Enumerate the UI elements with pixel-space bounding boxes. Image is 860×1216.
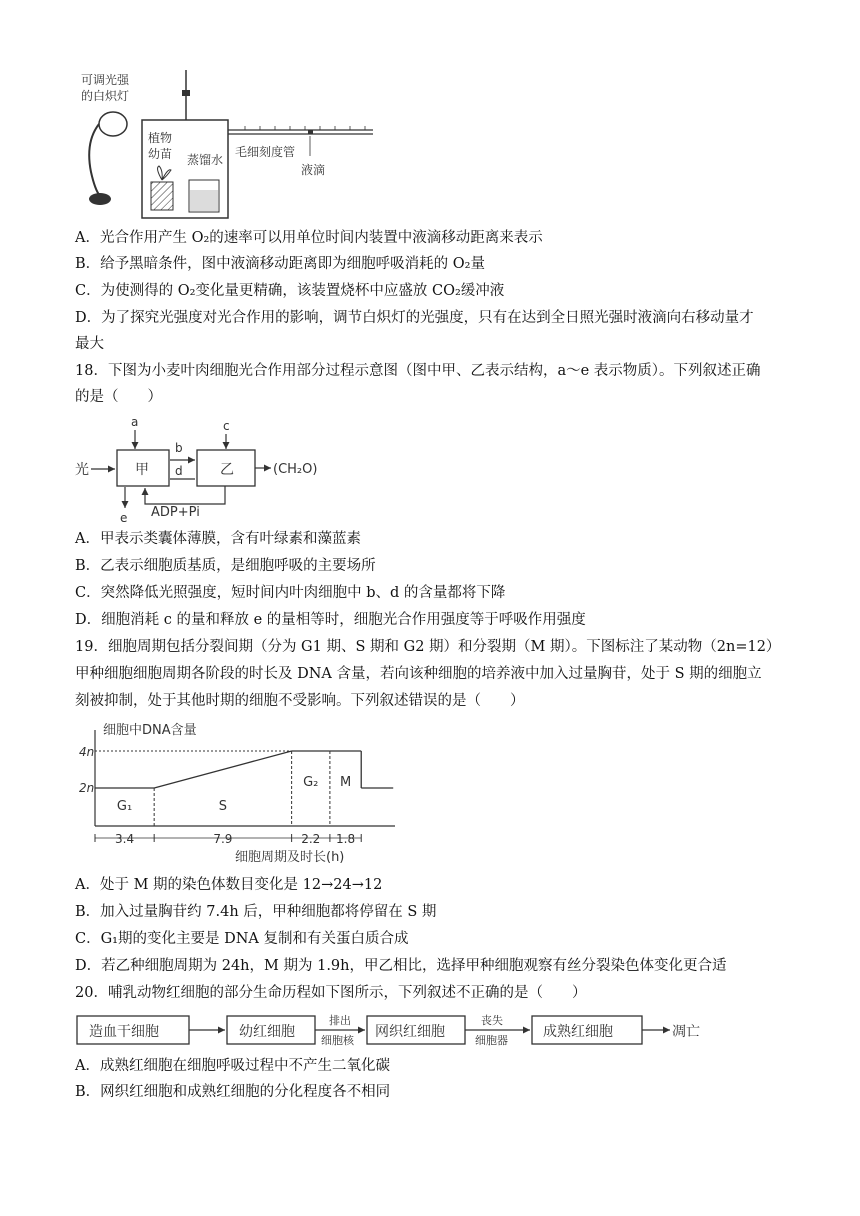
lamp-arm (89, 124, 100, 196)
adp-label: ADP+Pi (151, 505, 200, 520)
q19-stem-cont-2: 刻被抑制，处于其他时期的细胞不受影响。下列叙述错误的是（ ） (75, 693, 525, 709)
q20-option-a: A．成熟红细胞在细胞呼吸过程中不产生二氧化碳 (75, 1058, 390, 1074)
q19-option-a: A．处于 M 期的染色体数目变化是 12→24→12 (75, 877, 383, 893)
arrow3-top-label: 丧失 (481, 1014, 503, 1027)
q18-option-a: A．甲表示类囊体薄膜，含有叶绿素和藻蓝素 (75, 531, 361, 547)
apparatus-figure (75, 62, 375, 222)
q19-stem-cont-1: 甲种细胞细胞周期各阶段的时长及 DNA 含量，若向该种细胞的培养液中加入过量胸苷，处于 S 期的细胞立 (75, 666, 762, 682)
cell-cycle-svg (75, 718, 395, 868)
light-label: 光 (75, 462, 89, 478)
q18-option-d: D．细胞消耗 c 的量和释放 e 的量相等时，细胞光合作用强度等于呼吸作用强度 (75, 612, 586, 628)
duration-label: 3.4 (115, 832, 135, 846)
yi-label: 乙 (220, 462, 234, 478)
duration-label: 1.8 (336, 832, 356, 846)
y-tick-2n: 2n (79, 781, 95, 795)
q19-stem: 19．细胞周期包括分裂间期（分为 G1 期、S 期和 G2 期）和分裂期（M 期）。下图标注了某动物（2n=12） (75, 639, 781, 655)
apoptosis-label: 凋亡 (672, 1024, 700, 1040)
plant-pot (151, 182, 173, 210)
box-reticulocyte-label: 网织红细胞 (375, 1024, 445, 1040)
product-label: (CH₂O) (273, 462, 318, 477)
seedling-icon (158, 166, 171, 180)
lamp-base (89, 193, 111, 205)
q18-stem-cont: 的是（ ） (75, 389, 162, 405)
duration-label: 2.2 (301, 832, 321, 846)
box-mature-rbc-label: 成熟红细胞 (543, 1024, 613, 1040)
q17-option-c: C．为使测得的 O₂变化量更精确，该装置烧杯中应盛放 CO₂缓冲液 (75, 283, 505, 299)
plant-label-2: 幼苗 (148, 147, 173, 161)
cell-cycle-chart (75, 718, 395, 868)
rbc-flow-diagram (75, 1010, 715, 1050)
jia-label: 甲 (135, 462, 149, 478)
chart-ylabel: 细胞中DNA含量 (103, 723, 197, 738)
photosynthesis-diagram (75, 412, 355, 527)
arrow3-bottom-label: 细胞器 (475, 1034, 508, 1047)
q17-option-d: D．为了探究光强度对光合作用的影响，调节白炽灯的光强度，只有在达到全日照光强时液滴向右移动量才 (75, 310, 754, 326)
q18-stem: 18．下图为小麦叶肉细胞光合作用部分过程示意图（图中甲、乙表示结构，a～e 表示物质）。下列叙述正确 (75, 363, 761, 379)
arrow2-top-label: 排出 (329, 1014, 351, 1027)
phase-label: S (218, 799, 228, 814)
phase-label: G₂ (303, 775, 319, 790)
drop-label: 液滴 (301, 163, 326, 177)
label-d: d (175, 464, 183, 478)
label-a: a (131, 415, 139, 429)
q20-option-b: B．网织红细胞和成熟红细胞的分化程度各不相同 (75, 1084, 391, 1100)
y-tick-4n: 4n (79, 745, 95, 759)
phase-label: M (339, 775, 352, 790)
water-label: 蒸馏水 (187, 153, 224, 167)
box-erythroblast-label: 幼红细胞 (239, 1024, 295, 1040)
q17-option-d-cont: 最大 (75, 336, 104, 352)
q17-option-a: A．光合作用产生 O₂的速率可以用单位时间内装置中液滴移动距离来表示 (75, 230, 543, 246)
q19-option-b: B．加入过量胸苷约 7.4h 后，甲种细胞都将停留在 S 期 (75, 904, 437, 920)
q20-stem: 20．哺乳动物红细胞的部分生命历程如下图所示，下列叙述不正确的是（ ） (75, 985, 587, 1001)
q18-option-c: C．突然降低光照强度，短时间内叶肉细胞中 b、d 的含量都将下降 (75, 585, 506, 601)
label-c: c (223, 419, 230, 433)
chart-marks (95, 751, 395, 846)
dna-curve-segment (154, 751, 291, 788)
duration-label: 7.9 (213, 832, 233, 846)
chart-xlabel: 细胞周期及时长(h) (235, 850, 345, 865)
lamp-bulb-icon (99, 112, 127, 136)
lamp-label-2: 的白炽灯 (81, 89, 130, 103)
liquid-drop (308, 130, 313, 134)
tube-label: 毛细刻度管 (235, 145, 296, 159)
lamp-label-1: 可调光强 (81, 73, 130, 87)
q19-option-c: C．G₁期的变化主要是 DNA 复制和有关蛋白质合成 (75, 931, 409, 947)
q19-option-d: D．若乙种细胞周期为 24h，M 期为 1.9h，甲乙相比，选择甲种细胞观察有丝分裂染色体变化更合适 (75, 958, 727, 974)
plant-label-1: 植物 (148, 131, 173, 145)
apparatus-drawing (75, 62, 375, 222)
phase-label: G₁ (116, 799, 133, 814)
adp-arrow (145, 486, 225, 504)
q18-option-b: B．乙表示细胞质基质，是细胞呼吸的主要场所 (75, 558, 376, 574)
arrow2-bottom-label: 细胞核 (321, 1034, 354, 1047)
label-e: e (120, 511, 128, 525)
box-hsc-label: 造血干细胞 (89, 1024, 159, 1040)
label-b: b (175, 441, 183, 455)
q17-option-b: B．给予黑暗条件，图中液滴移动距离即为细胞呼吸消耗的 O₂量 (75, 256, 485, 272)
